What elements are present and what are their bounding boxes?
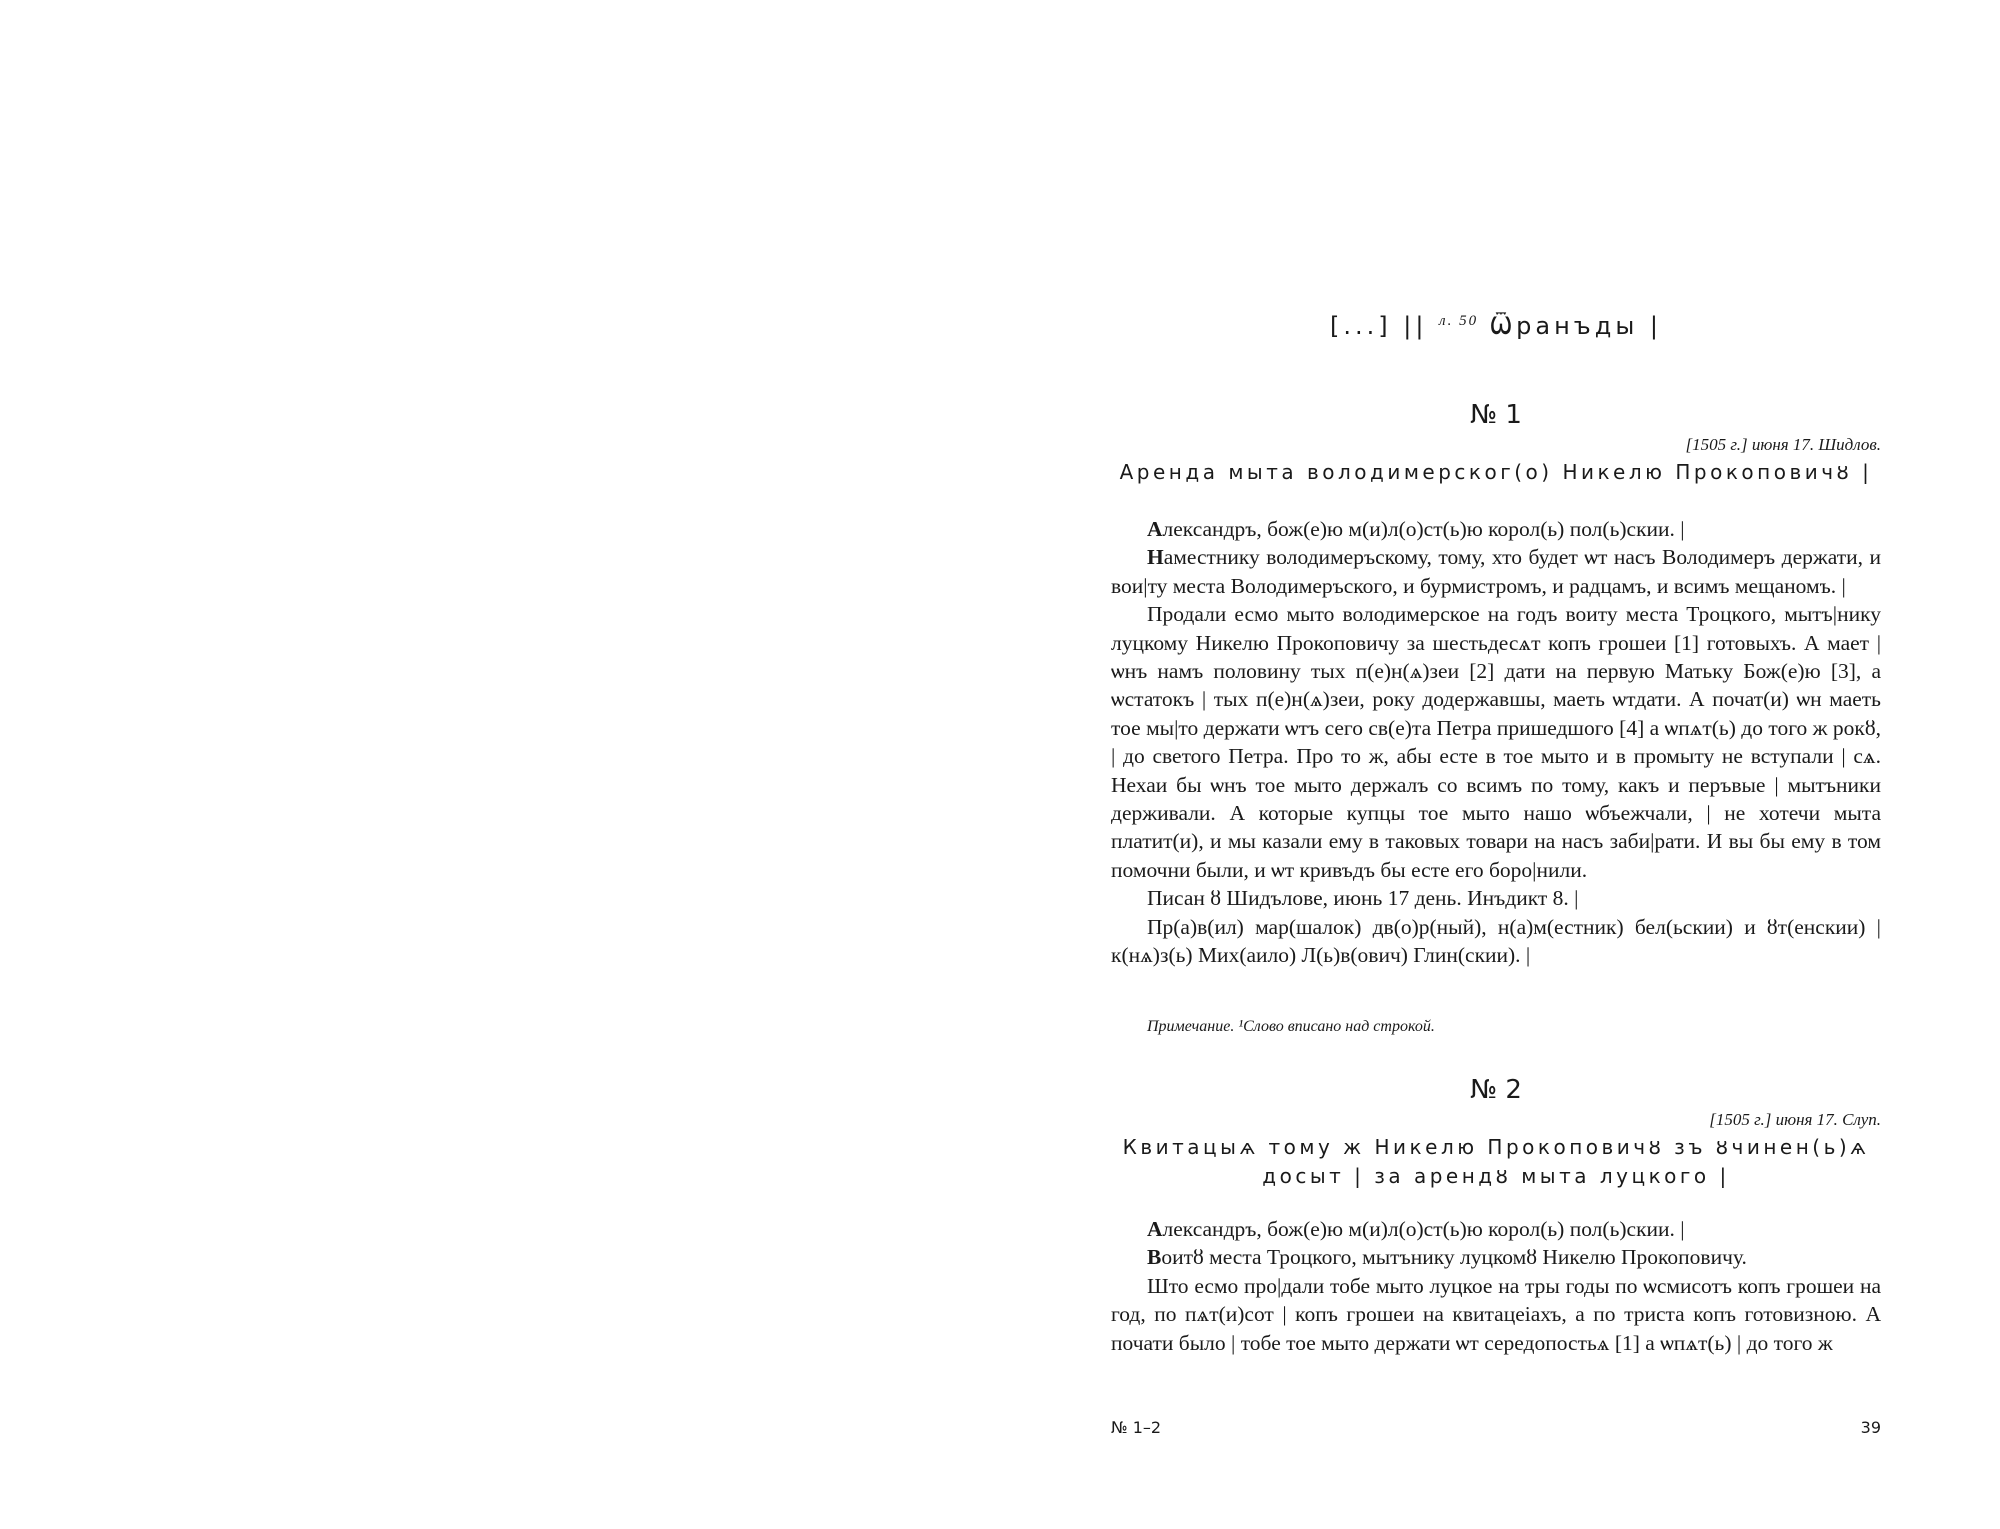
folio-mark: л. 50: [1439, 313, 1479, 329]
doc2-body: [1111, 1215, 1881, 1357]
doc1-paragraph: Писан ȣ Шидълове, июнь 17 день. Инъдикт 8. |: [1147, 886, 1579, 911]
doc1-note: Примечание. ¹Слово вписано над строкой.: [1147, 1018, 1435, 1035]
doc1-number: № 1: [1470, 400, 1522, 430]
doc2-paragraph: Александръ, бож(е)ю м(и)л(о)ст(ь)ю корол(ь) пол(ь)скии. |: [1147, 1217, 1685, 1241]
doc1-paragraph: Продали есмо мыто володимерское на годъ воиту места Троцкого, мытъ|нику луцкому Никелю Прокоповичу за шестьдесѧт копъ грошеи [1] готовыхъ. А мает | ѡнъ намъ половину тых п(е)н(ѧ)зеи [2] дати на первую Матьку Бож(е)ю [3], а ѡстатокъ | тых п(е)н(ѧ)зеи, року додержавшы, маеть ѡтдати. А почат(и) ѡн маеть тое мы|то держати ѡтъ сего св(е)та Петра пришедшого [4] а ѡпѧт(ь) до того ж рокȣ, | до светого Петра. Про то ж, абы есте в тое мыто и в промыту не вступали | сѧ. Нехаи бы ѡнъ тое мыто держалъ со всимъ по тому, какъ и перъвые | мытъники держивали. А которые купцы тое мыто нашо ѡбъежчали, | не хотечи мыта платит(и), и мы казали ему в таковых товари на насъ заби|рати. И вы бы ему в том помочни были, и ѡт кривъдъ бы есте его боро|нили.: [1111, 602, 1881, 882]
doc1-title: Аренда мыта володимерског(о) Никелю Прокоповичȣ |: [1119, 460, 1873, 484]
doc2-title-line: Квитацыѧ тому ж Никелю Прокоповичȣ зъ ȣчинен(ь)ѧ: [1122, 1135, 1870, 1159]
doc1-paragraph: Наместнику володимеръскому, тому, хто будет ѡт насъ Володимеръ держати, и вои|ту места Володимеръского, и бурмистромъ, и радцамъ, и всимъ мещаномъ. |: [1111, 545, 1881, 598]
section-header: [1111, 312, 1881, 340]
doc1-date: [1505 г.] июня 17. Шидлов.: [1685, 435, 1881, 454]
doc2-paragraph: Што есмо про|дали тобе мыто луцкое на тры годы по ѡсмисотъ копъ грошеи на год, по пѧт(и)сот | копъ грошеи на квитацеiахъ, а по триста копъ готовизною. А почати было | тобе тое мыто держати ѡт середопостьѧ [1] а ѡпѧт(ь) | до того ж: [1111, 1273, 1881, 1355]
running-footer: № 1–2: [1111, 1418, 1162, 1437]
header-prefix: [...] ||: [1329, 312, 1428, 340]
right-page: [1111, 0, 1881, 1529]
doc2-date: [1505 г.] июня 17. Слуп.: [1709, 1110, 1881, 1129]
doc2-paragraph: Воитȣ места Троцкого, мытънику луцкомȣ Никелю Прокоповичу.: [1147, 1245, 1747, 1270]
doc1-body: [1111, 515, 1881, 970]
doc1-paragraph: Александръ, бож(е)ю м(и)л(о)ст(ь)ю корол(ь) пол(ь)скии. |: [1147, 517, 1685, 541]
doc2-title: [1111, 1133, 1881, 1191]
doc2-number: № 2: [1470, 1075, 1522, 1105]
doc1-paragraph: Пр(а)в(ил) мар(шалок) дв(о)р(ный), н(а)м(естник) бел(ьскии) и ȣт(енскии) | к(нѧ)з(ь) Мих(аило) Л(ь)в(ович) Глин(скии). |: [1111, 914, 1881, 968]
header-title: Ѿранъды |: [1489, 312, 1662, 340]
doc2-title-line: досыт | за арендȣ мыта луцкого |: [1262, 1164, 1730, 1188]
page-number: 39: [1860, 1418, 1881, 1437]
